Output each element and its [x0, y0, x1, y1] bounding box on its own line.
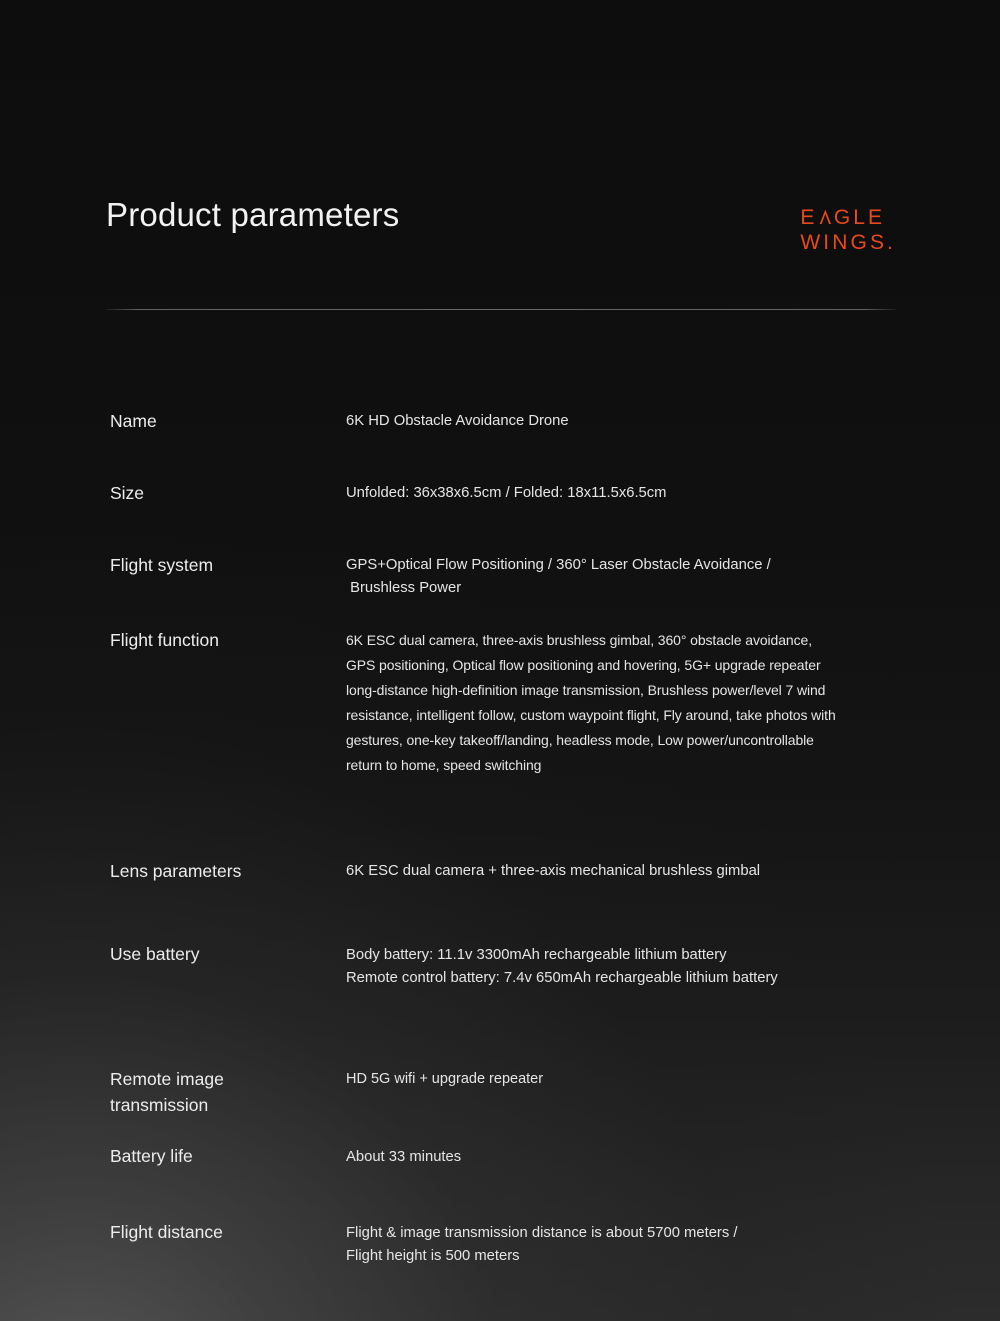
spec-value-line: GPS positioning, Optical flow positioning and hovering, 5G+ upgrade repeater: [346, 656, 821, 673]
spec-label-line: Flight function: [110, 630, 219, 650]
spec-value: [346, 628, 961, 777]
spec-label-line: Name: [110, 411, 157, 431]
page-title: Product parameters: [106, 196, 400, 233]
spec-value-line: resistance, intelligent follow, custom waypoint flight, Fly around, take photos with: [346, 706, 836, 723]
spec-label-line: Remote image: [110, 1069, 224, 1089]
spec-label: [110, 859, 335, 885]
brand-logo: [800, 206, 896, 256]
spec-label: [110, 1144, 335, 1170]
spec-label: [110, 1067, 335, 1119]
spec-value-line: Flight & image transmission distance is about 5700 meters /: [346, 1225, 738, 1241]
spec-value-line: GPS+Optical Flow Positioning / 360° Laser Obstacle Avoidance /: [346, 557, 771, 573]
spec-value: [346, 410, 961, 433]
spec-label: [110, 409, 335, 435]
spec-label-line: transmission: [110, 1094, 209, 1115]
spec-value-line: long-distance high-definition image transmission, Brushless power/level 7 wind: [346, 681, 826, 698]
spec-label-line: Use battery: [110, 944, 200, 964]
brand-logo-eagle-prefix: E: [800, 206, 818, 229]
spec-label: [110, 628, 335, 654]
page-header: [106, 196, 896, 288]
spec-value: [346, 1146, 961, 1169]
spec-value: [346, 944, 961, 990]
spec-label-line: Battery life: [110, 1146, 193, 1166]
spec-value: [346, 482, 961, 505]
spec-label-line: Lens parameters: [110, 861, 242, 881]
spec-value-line: Flight height is 500 meters: [346, 1247, 520, 1264]
spec-value: [346, 860, 961, 883]
spec-value-line: About 33 minutes: [346, 1149, 462, 1165]
spec-label: [110, 1220, 335, 1246]
spec-value-line: Body battery: 11.1v 3300mAh rechargeable lithium battery: [346, 947, 727, 963]
spec-label: [110, 942, 335, 968]
spec-label-line: Size: [110, 483, 145, 503]
spec-value-line: 6K HD Obstacle Avoidance Drone: [346, 413, 569, 429]
spec-value: [346, 554, 961, 600]
brand-logo-line-wings: WINGS.: [800, 230, 896, 254]
spec-label-line: Flight system: [110, 555, 214, 575]
spec-value-line: Unfolded: 36x38x6.5cm / Folded: 18x11.5x6.5cm: [346, 485, 667, 501]
spec-value-line: gestures, one-key takeoff/landing, headless mode, Low power/uncontrollable: [346, 731, 814, 748]
spec-value-line: 6K ESC dual camera, three-axis brushless gimbal, 360° obstacle avoidance,: [346, 632, 812, 648]
spec-value: [346, 1222, 961, 1268]
brand-logo-line-eagle: [800, 206, 896, 231]
spec-value-line: HD 5G wifi + upgrade repeater: [346, 1071, 544, 1087]
spec-value-line: Remote control battery: 7.4v 650mAh rechargeable lithium battery: [346, 969, 778, 986]
spec-label-line: Flight distance: [110, 1222, 223, 1242]
header-divider: [106, 309, 896, 310]
spec-value-line: 6K ESC dual camera + three-axis mechanical brushless gimbal: [346, 863, 761, 879]
spec-value-line: Brushless Power: [346, 579, 462, 596]
spec-label: [110, 553, 335, 579]
spec-label: [110, 481, 335, 507]
triangle-a-icon: [818, 209, 833, 225]
brand-logo-eagle-suffix: GLE: [833, 206, 886, 229]
spec-value: [346, 1068, 961, 1090]
spec-value-line: return to home, speed switching: [346, 756, 542, 773]
